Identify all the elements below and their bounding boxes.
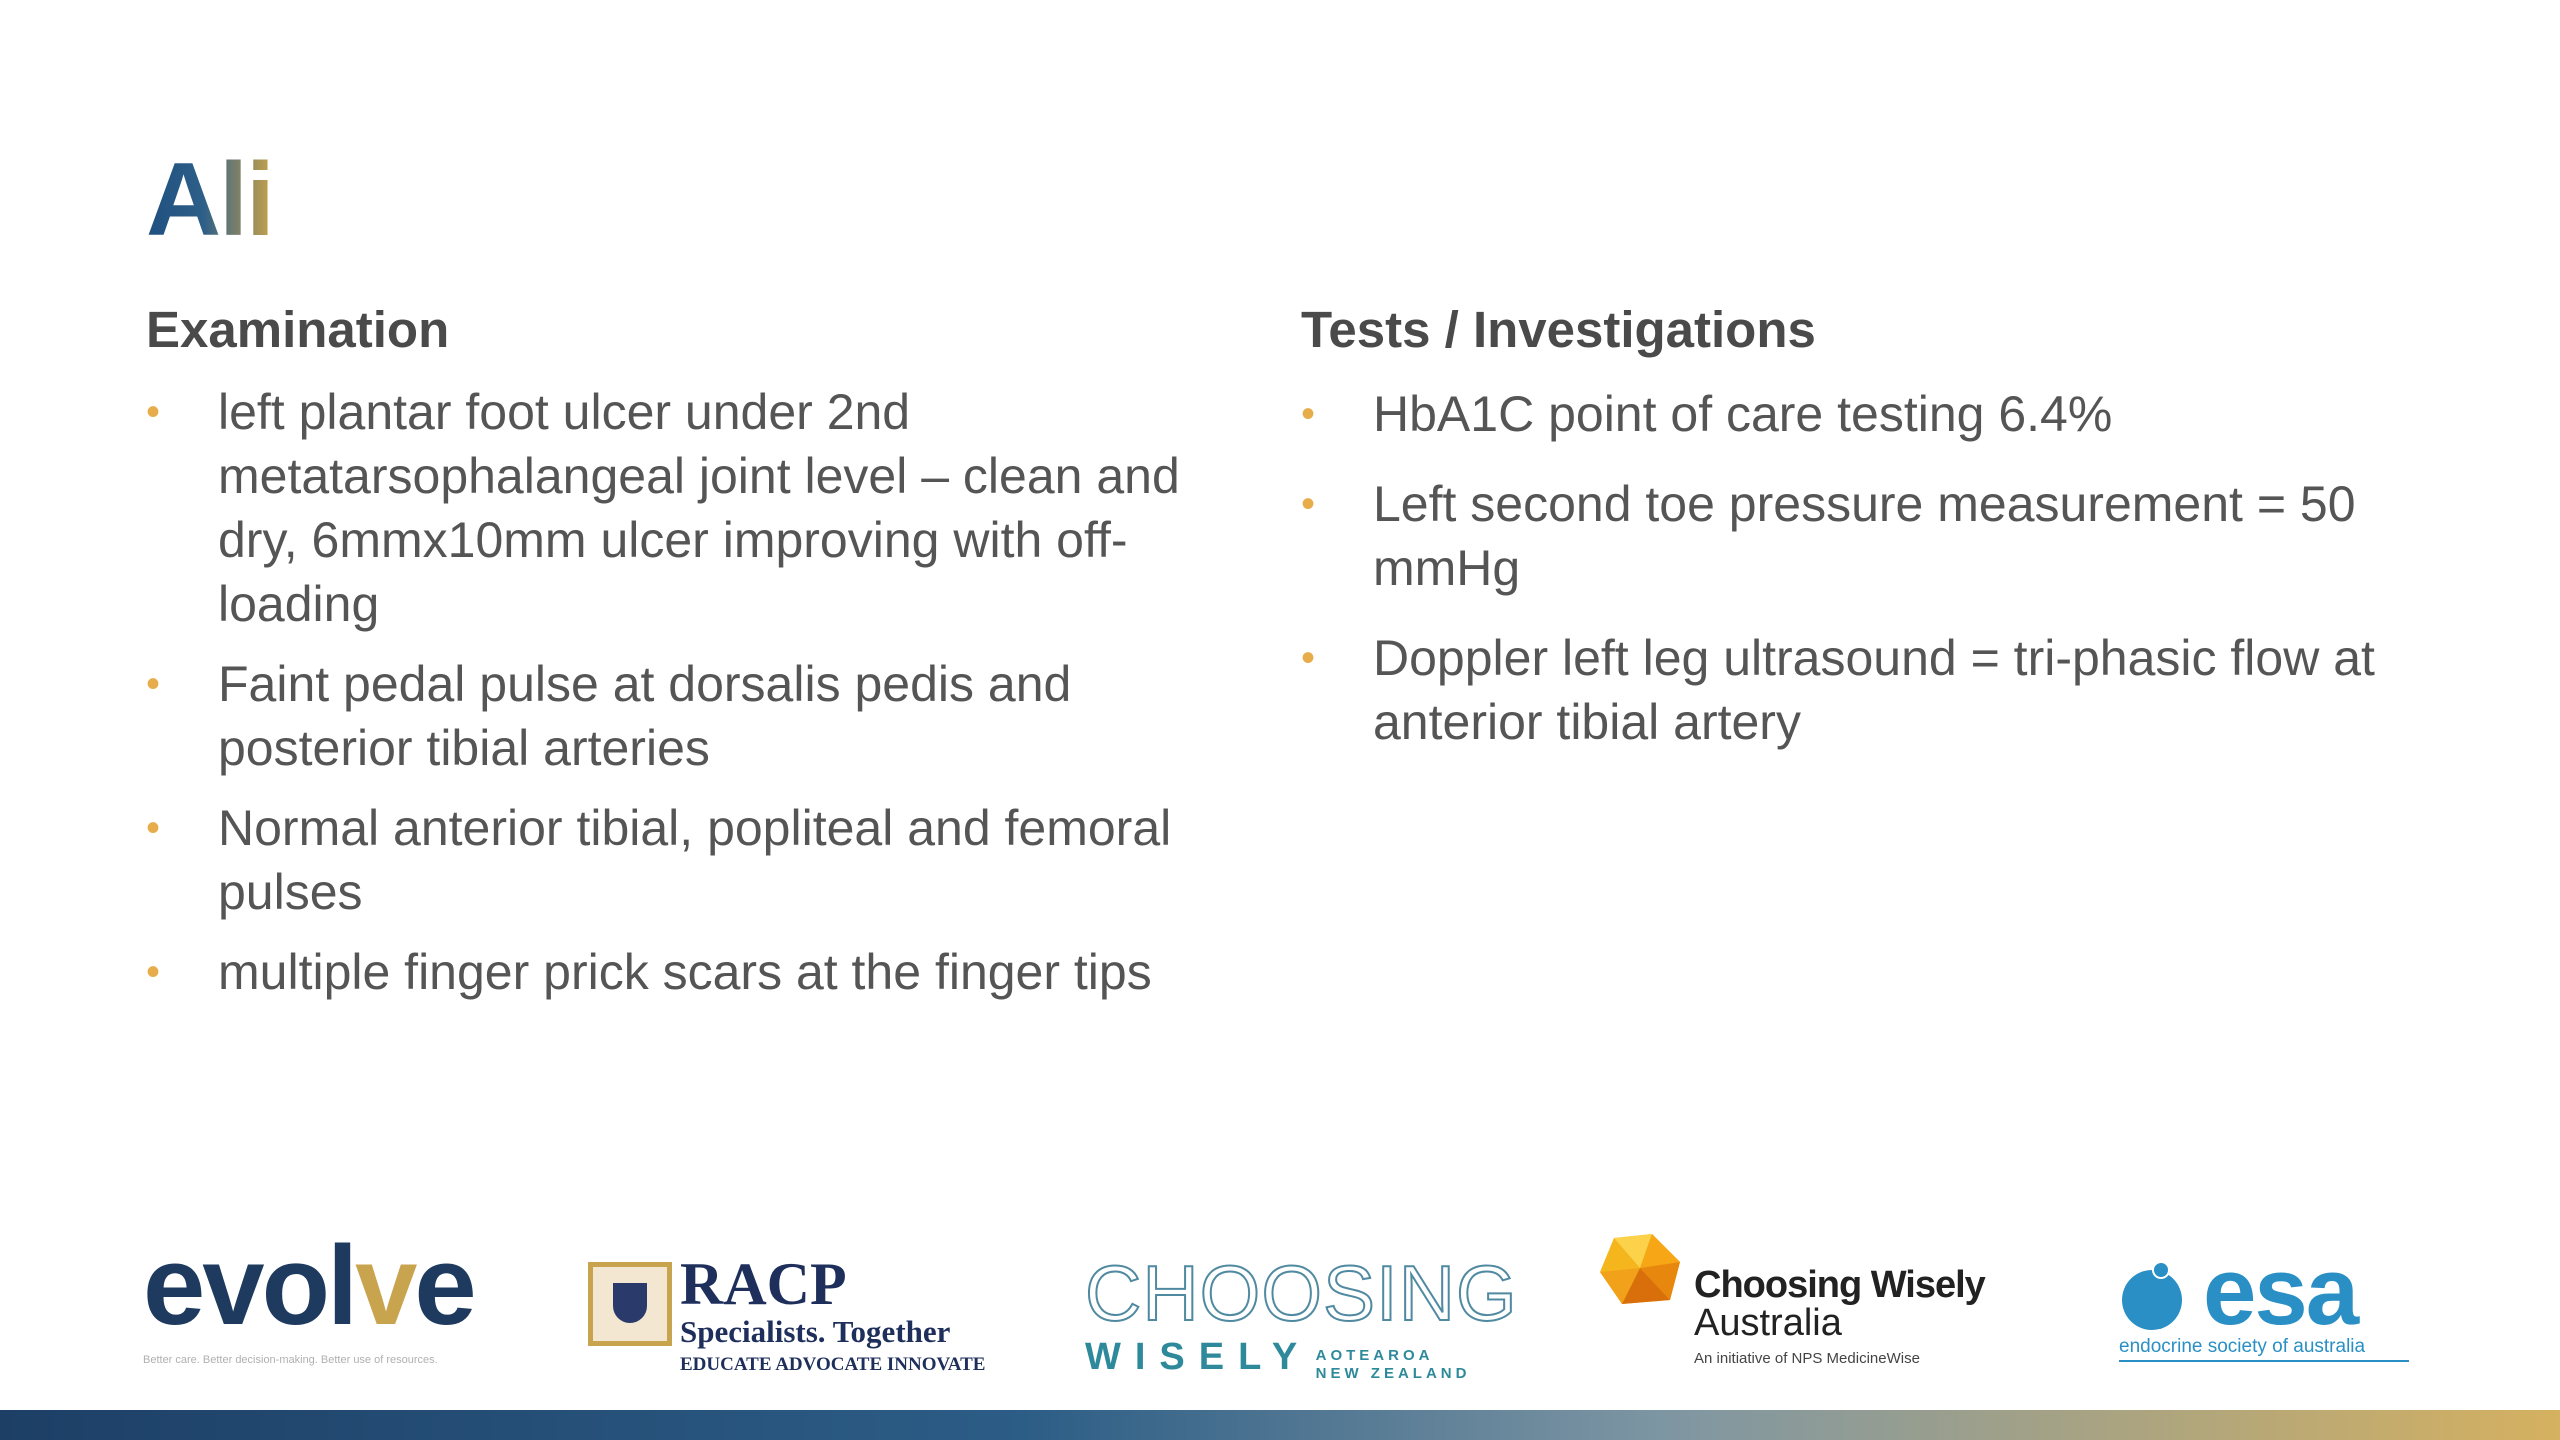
cwnz-region: AOTEAROA NEW ZEALAND [1315, 1346, 1471, 1382]
list-item-text: Left second toe pressure measurement = 50 mmHg [1373, 476, 2356, 596]
choosing-wisely-nz-logo [1085, 1249, 1518, 1382]
list-item-text: HbA1C point of care testing 6.4% [1373, 386, 2113, 442]
list-item-text: multiple finger prick scars at the finger tips [218, 944, 1152, 1000]
gem-icon [1600, 1234, 1684, 1306]
esa-mark-icon [2115, 1258, 2189, 1332]
bullet-icon: • [1301, 636, 1316, 680]
list-item [1301, 382, 2421, 446]
bullet-icon: • [1301, 392, 1316, 436]
list-item-text: Faint pedal pulse at dorsalis pedis and posterior tibial arteries [218, 656, 1072, 776]
list-item-text: Doppler left leg ultrasound = tri-phasic flow at anterior tibial artery [1373, 630, 2375, 750]
list-item [146, 652, 1266, 780]
bullet-icon: • [146, 390, 161, 434]
list-item [146, 380, 1266, 636]
esa-subtitle: endocrine society of australia [2119, 1336, 2409, 1362]
list-item [146, 940, 1266, 1004]
list-item [146, 796, 1266, 924]
racp-wordmark: RACP [680, 1251, 847, 1317]
tests-list [1301, 382, 2421, 754]
racp-logo [588, 1251, 988, 1375]
list-item-text: left plantar foot ulcer under 2nd metatarsophalangeal joint level – clean and dry, 6mmx10mm ulcer improving with off-loading [218, 384, 1180, 632]
examination-heading: Examination [146, 301, 450, 358]
evolve-wordmark: evolve [143, 1223, 474, 1348]
cwnz-top-word: CHOOSING [1085, 1249, 1518, 1337]
tests-column [1301, 296, 2421, 754]
choosing-wisely-australia-logo [1600, 1230, 2020, 1380]
bullet-icon: • [1301, 482, 1316, 526]
list-item-text: Normal anterior tibial, popliteal and femoral pulses [218, 800, 1172, 920]
examination-column [146, 296, 1266, 1004]
bullet-icon: • [146, 662, 161, 706]
bullet-icon: • [146, 950, 161, 994]
racp-motto: EDUCATE ADVOCATE INNOVATE [680, 1354, 986, 1375]
tests-heading: Tests / Investigations [1301, 301, 1816, 358]
footer-gradient-bar [0, 1410, 2560, 1440]
esa-logo [2115, 1238, 2415, 1370]
examination-list [146, 380, 1266, 1004]
cwau-country: Australia [1694, 1302, 1842, 1344]
racp-tagline: Specialists. Together [680, 1314, 951, 1349]
cwnz-bottom-row [1085, 1336, 1485, 1383]
list-item [1301, 472, 2421, 600]
racp-crest-icon [588, 1262, 672, 1346]
partner-logos [0, 1223, 2560, 1382]
cwnz-bottom-word: WISELY [1085, 1336, 1312, 1378]
list-item [1301, 626, 2421, 754]
evolve-tagline: Better care. Better decision-making. Better use of resources. [143, 1354, 438, 1366]
cwau-title: Choosing Wisely [1694, 1264, 1985, 1306]
cwau-initiative: An initiative of NPS MedicineWise [1694, 1350, 1920, 1367]
bullet-icon: • [146, 806, 161, 850]
slide-title: Ali [146, 142, 273, 258]
esa-wordmark: esa [2203, 1238, 2358, 1345]
evolve-logo [143, 1223, 483, 1366]
